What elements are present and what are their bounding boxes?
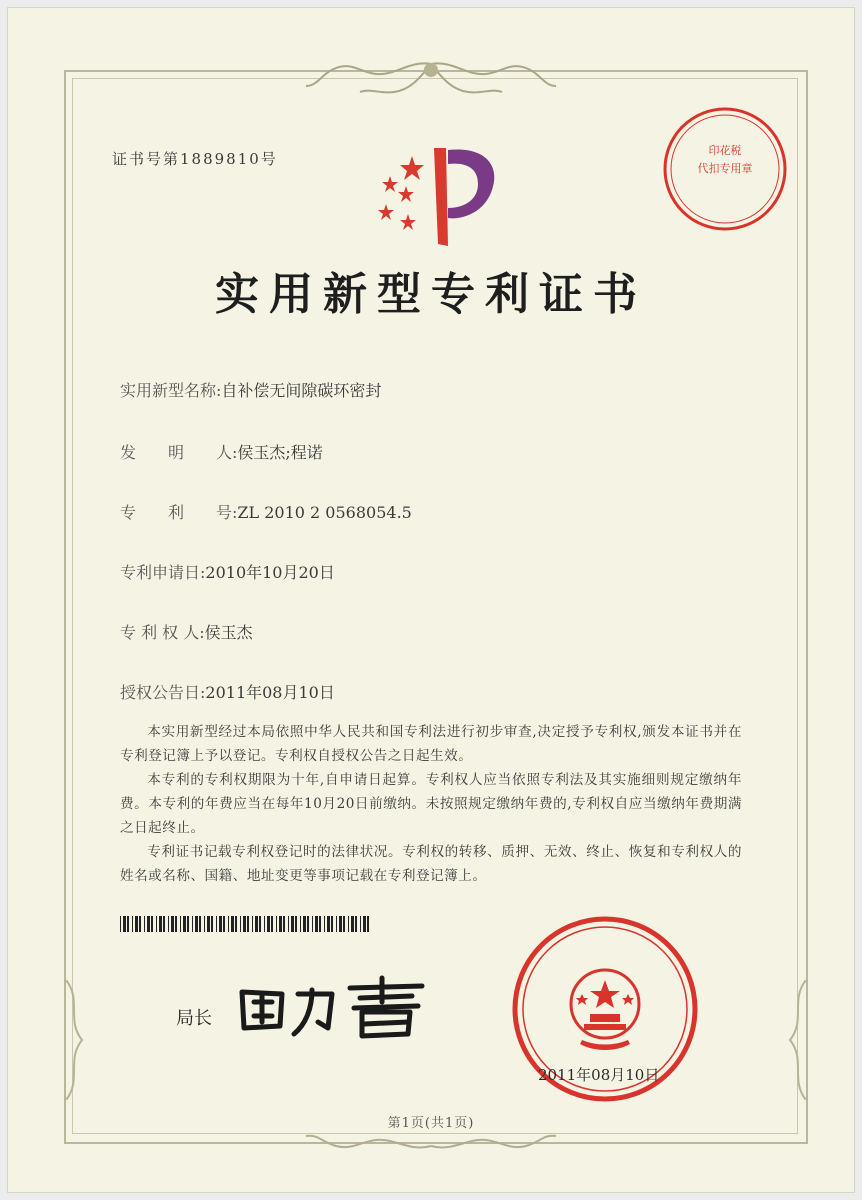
barcode-bar [243,916,246,932]
barcode-bar [367,916,369,932]
barcode-bar [319,916,321,932]
barcode-bar [228,916,229,932]
certificate-number: 证书号第1889810号 [112,150,278,168]
barcode-bar [336,916,337,932]
barcode-bar [279,916,282,932]
barcode-bar [264,916,265,932]
barcode-bar [276,916,277,932]
sipo-patent-logo-icon [368,128,518,258]
barcode-bar [171,916,174,932]
field-value: 侯玉杰 [204,623,253,642]
barcode-bar [132,916,133,932]
certificate-title: 实用新型专利证书 [215,269,647,320]
barcode-bar [147,916,150,932]
barcode-bar [247,916,249,932]
barcode-bar [339,916,342,932]
barcode-bar [303,916,306,932]
barcode-bar [159,916,162,932]
barcode-icon [120,916,370,932]
field-label: 专 利 权 人: [120,623,205,642]
field-label: 专 利 号: [120,503,238,522]
seal-date: 2011年08月10日 [538,1066,660,1084]
field-utility-model-name [120,378,381,401]
barcode-bar [216,916,217,932]
barcode-bar [192,916,193,932]
barcode-bar [180,916,181,932]
barcode-bar [156,916,157,932]
field-value: ZL 2010 2 0568054.5 [237,503,412,522]
body-paragraph: 专利证书记载专利权登记时的法律状况。专利权的转移、质押、无效、终止、恢复和专利权人的姓名或名称、国籍、地址变更等事项记载在专利登记簿上。 [120,844,742,884]
field-value: 2010年10月20日 [205,563,335,582]
barcode-bar [355,916,357,932]
barcode-bar [187,916,189,932]
certificate-body-text [120,720,742,888]
barcode-bar [127,916,129,932]
barcode-bar [211,916,213,932]
barcode-bar [363,916,366,932]
top-ornament-icon [300,56,562,102]
barcode-bar [288,916,289,932]
barcode-bar [360,916,361,932]
field-label: 专利申请日: [120,563,206,582]
barcode-bar [168,916,169,932]
barcode-bar [204,916,205,932]
field-patent-number [120,500,412,523]
barcode-bar [252,916,253,932]
right-ornament-icon [780,980,810,1100]
barcode-bar [151,916,153,932]
barcode-bar [195,916,198,932]
page-number: 第1页(共1页) [387,1116,475,1131]
barcode-bar [327,916,330,932]
barcode-bar [255,916,258,932]
barcode-bar [291,916,294,932]
field-value: 2011年08月10日 [205,683,335,702]
body-paragraph: 本专利的专利权期限为十年,自申请日起算。专利权人应当依照专利法及其实施细则规定缴纳年费。本专利的年费应当在每年10月20日前缴纳。未按照规定缴纳年费的,专利权自应当缴纳年费期满之日起终止。 [120,772,742,836]
barcode-bar [307,916,309,932]
svg-text:印花税: 印花税 [708,144,742,157]
field-label: 实用新型名称: [120,381,222,400]
barcode-bar [235,916,237,932]
field-application-date [120,560,335,583]
barcode-bar [163,916,165,932]
barcode-bar [219,916,222,932]
barcode-bar [343,916,345,932]
field-inventor [120,440,323,463]
barcode-bar [240,916,241,932]
svg-text:代扣专用章: 代扣专用章 [697,162,753,175]
barcode-bar [351,916,354,932]
barcode-bar [259,916,261,932]
barcode-bar [331,916,333,932]
bottom-ornament-icon [300,1128,562,1158]
barcode-bar [207,916,210,932]
barcode-bar [175,916,177,932]
barcode-bar [300,916,301,932]
barcode-bar [231,916,234,932]
barcode-bar [267,916,270,932]
barcode-bar [135,916,138,932]
barcode-bar [315,916,318,932]
barcode-bar [123,916,126,932]
left-ornament-icon [62,980,92,1100]
field-label: 发 明 人: [120,443,238,462]
field-patentee [120,620,253,643]
barcode-bar [271,916,273,932]
barcode-bar [283,916,285,932]
barcode-bar [223,916,225,932]
director-label: 局长 [176,1008,212,1029]
field-label: 授权公告日: [120,683,206,702]
barcode-bar [199,916,201,932]
barcode-bar [324,916,325,932]
field-grant-announcement-date [120,680,335,703]
barcode-bar [139,916,141,932]
barcode-bar [120,916,121,932]
field-value: 自补偿无间隙碳环密封 [221,381,382,400]
agent-seal-icon [660,104,790,234]
barcode-bar [295,916,297,932]
barcode-bar [348,916,349,932]
field-value: 侯玉杰;程诺 [237,443,323,462]
director-signature-icon [232,972,432,1042]
barcode-bar [144,916,145,932]
barcode-bar [312,916,313,932]
body-paragraph: 本实用新型经过本局依照中华人民共和国专利法进行初步审查,决定授予专利权,颁发本证书并在专利登记簿上予以登记。专利权自授权公告之日起生效。 [120,724,742,764]
barcode-bar [183,916,186,932]
